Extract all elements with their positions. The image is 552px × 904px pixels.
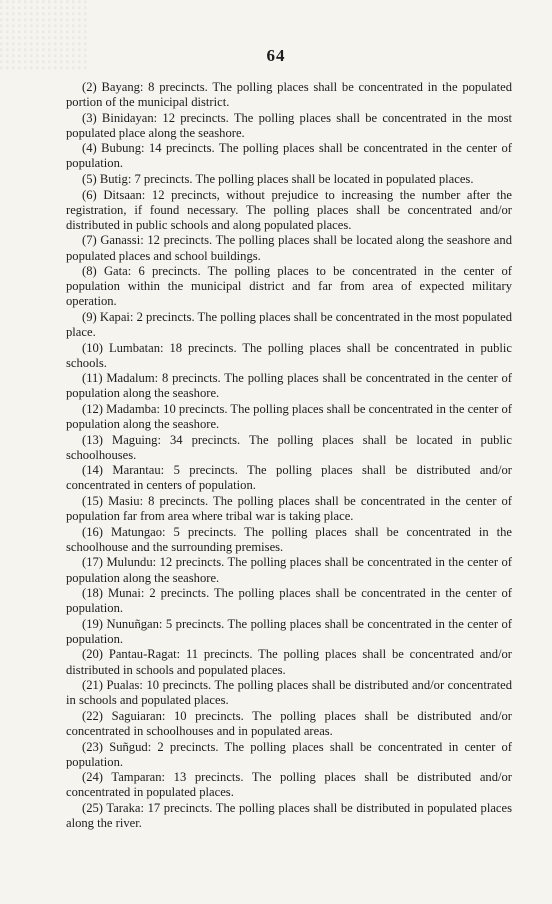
entry-paragraph: [66, 433, 512, 463]
entry-text: Masiu: 8 precincts. The polling places shall be concentrated in the center of population far from area where tribal war is taking place.: [66, 494, 512, 524]
entry-paragraph: [66, 80, 512, 110]
entry-text: Suñgud: 2 precincts. The polling places shall be concentrated in center of population.: [66, 739, 512, 769]
entry-paragraph: [66, 801, 512, 831]
entry-paragraph: [66, 586, 512, 616]
entry-paragraph: [66, 233, 512, 263]
entry-paragraph: [66, 678, 512, 708]
entry-text: Ditsaan: 12 precincts, without prejudice to increasing the number after the registration, if found necessary. The polling places shall be concentrated and/or distributed in public schools and along populated places.: [66, 187, 512, 232]
entry-number: (17): [82, 555, 103, 570]
entry-paragraph: [66, 525, 512, 555]
entry-text: Gata: 6 precincts. The polling places to be concentrated in the center of population within the municipal district and far from area of expected military operation.: [66, 264, 512, 309]
entry-number: (16): [82, 524, 103, 539]
entry-text: Lumbatan: 18 precincts. The polling places shall be concentrated in public schools.: [66, 340, 512, 370]
entry-paragraph: [66, 709, 512, 739]
entry-number: (19): [82, 616, 103, 631]
entry-number: (14): [82, 463, 103, 478]
entry-paragraph: [66, 111, 512, 141]
entry-number: (23): [82, 739, 103, 754]
entry-list: [66, 80, 512, 832]
entry-paragraph: [66, 371, 512, 401]
entry-number: (12): [82, 401, 103, 416]
entry-text: Bayang: 8 precincts. The polling places shall be concentrated in the populated portion of the municipal district.: [66, 80, 512, 110]
entry-paragraph: [66, 341, 512, 371]
entry-paragraph: [66, 310, 512, 340]
entry-paragraph: [66, 141, 512, 171]
entry-number: (24): [82, 770, 103, 785]
entry-number: (11): [82, 371, 103, 386]
entry-text: Ganassi: 12 precincts. The polling places shall be located along the seashore and populated places and school buildings.: [66, 233, 512, 263]
entry-number: (25): [82, 800, 103, 815]
entry-number: (4): [82, 141, 97, 156]
entry-text: Saguiaran: 10 precincts. The polling places shall be distributed and/or concentrated in schoolhouses and in populated areas.: [66, 708, 512, 738]
entry-text: Bubung: 14 precincts. The polling places shall be concentrated in the center of population.: [66, 141, 512, 171]
entry-paragraph: [66, 494, 512, 524]
entry-text: Marantau: 5 precincts. The polling places shall be distributed and/or concentrated in centers of population.: [66, 463, 512, 493]
entry-paragraph: [66, 770, 512, 800]
entry-paragraph: [66, 188, 512, 233]
entry-number: (6): [82, 187, 97, 202]
entry-number: (2): [82, 80, 97, 94]
entry-paragraph: [66, 617, 512, 647]
entry-text: Maguing: 34 precincts. The polling places shall be located in public schoolhouses.: [66, 432, 513, 462]
entry-paragraph: [66, 264, 512, 309]
entry-text: Taraka: 17 precincts. The polling places shall be distributed in populated places along the river.: [66, 800, 513, 830]
entry-number: (3): [82, 110, 97, 125]
entry-paragraph: [66, 402, 512, 432]
entry-number: (21): [82, 678, 103, 693]
entry-text: Munai: 2 precincts. The polling places shall be concentrated in the center of population.: [66, 586, 512, 616]
entry-text: Matungao: 5 precincts. The polling places shall be concentrated in the schoolhouse and the surrounding premises.: [66, 524, 512, 554]
entry-number: (15): [82, 494, 103, 509]
entry-text: Tamparan: 13 precincts. The polling places shall be distributed and/or concentrated in populated places.: [66, 770, 512, 800]
entry-number: (22): [82, 708, 103, 723]
entry-paragraph: [66, 555, 512, 585]
entry-text: Mulundu: 12 precincts. The polling places shall be concentrated in the center of population along the seashore.: [66, 555, 512, 585]
entry-text: Binidayan: 12 precincts. The polling places shall be concentrated in the most populated place along the seashore.: [66, 110, 512, 140]
entry-text: Pualas: 10 precincts. The polling places shall be distributed and/or concentrated in schools and populated places.: [66, 678, 512, 708]
entry-paragraph: [66, 647, 512, 677]
entry-paragraph: [66, 463, 512, 493]
entry-text: Nunuñgan: 5 precincts. The polling places shall be concentrated in the center of population.: [66, 616, 512, 646]
entry-text: Madalum: 8 precincts. The polling places shall be concentrated in the center of population along the seashore.: [66, 371, 512, 401]
entry-number: (9): [82, 309, 97, 324]
entry-text: Madamba: 10 precincts. The polling places shall be concentrated in the center of population along the seashore.: [66, 401, 512, 432]
entry-text: Kapai: 2 precincts. The polling places shall be concentrated in the most populated place.: [66, 309, 512, 339]
entry-number: (7): [82, 233, 97, 248]
page-number: 64: [266, 46, 286, 65]
entry-number: (10): [82, 340, 103, 355]
entry-number: (5): [82, 172, 97, 187]
entry-number: (18): [82, 586, 103, 601]
entry-number: (13): [82, 432, 103, 447]
entry-number: (8): [82, 264, 97, 279]
entry-paragraph: [66, 740, 512, 770]
entry-text: Pantau-Ragat: 11 precincts. The polling places shall be concentrated and/or distributed in schools and populated places.: [66, 647, 512, 677]
entry-text: Butig: 7 precincts. The polling places shall be located in populated places.: [99, 172, 474, 187]
entry-paragraph: [66, 172, 512, 187]
entry-number: (20): [82, 647, 103, 662]
